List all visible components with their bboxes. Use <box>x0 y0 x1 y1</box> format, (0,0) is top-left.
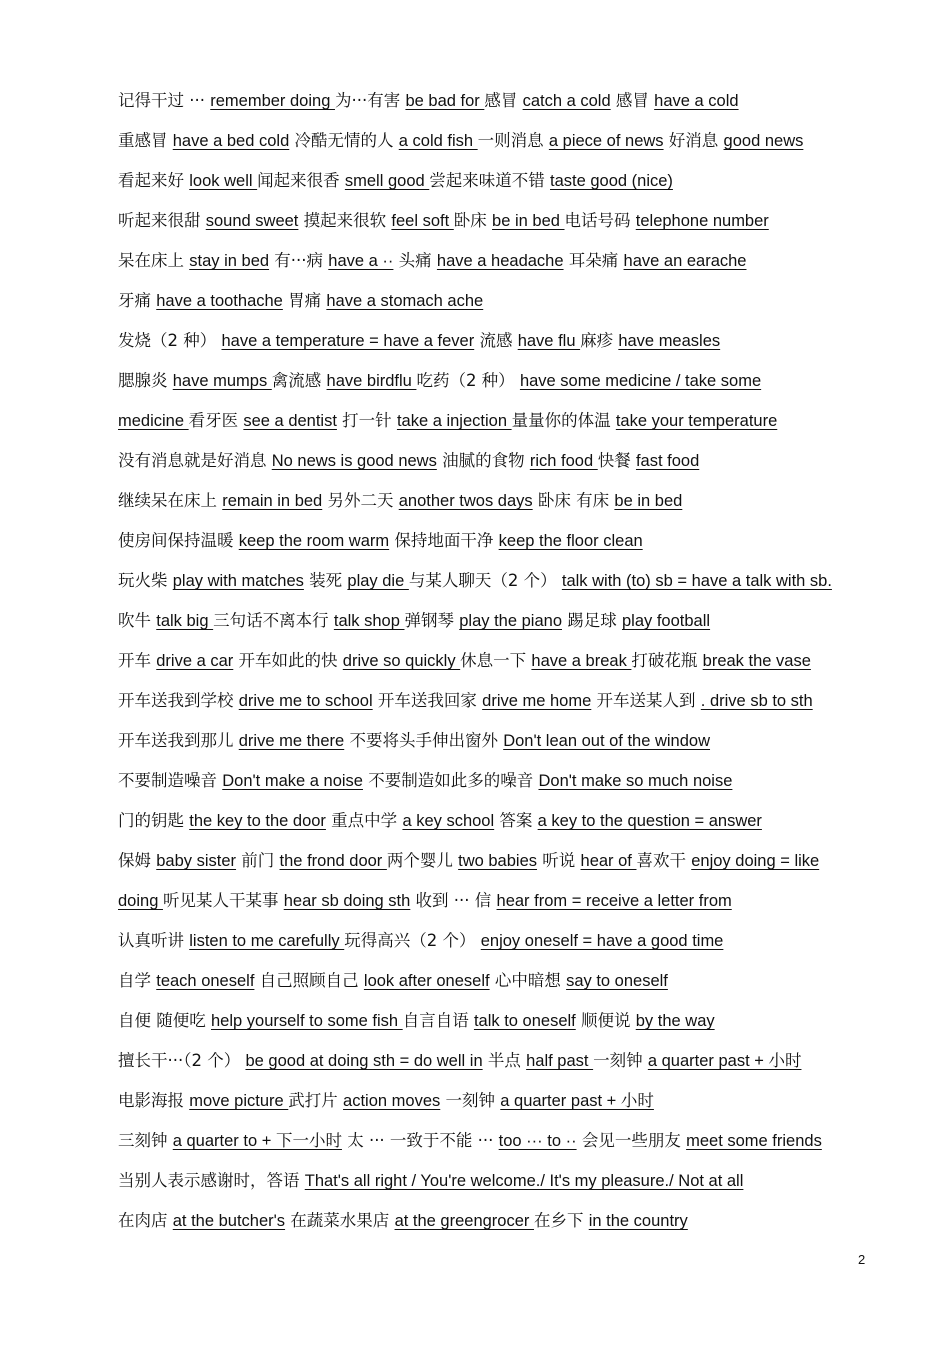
chinese-gloss: 没有消息就是好消息 <box>118 451 272 470</box>
english-phrase: be in bed <box>614 492 683 510</box>
chinese-gloss: 自学 <box>118 971 157 990</box>
chinese-gloss: 听说 <box>537 851 581 870</box>
chinese-gloss: 三句话不离本行 <box>213 611 334 630</box>
chinese-gloss: 半点 <box>482 1051 527 1070</box>
chinese-gloss: 卧床 有床 <box>532 491 615 510</box>
english-phrase: have a bed cold <box>172 132 290 150</box>
chinese-gloss: 耳朵痛 <box>563 251 624 270</box>
chinese-gloss: 好消息 <box>663 131 724 150</box>
chinese-gloss: 一刻钟 <box>440 1091 501 1110</box>
english-phrase: two babies <box>458 852 538 870</box>
english-phrase: another twos days <box>398 492 533 510</box>
vocab-line <box>118 1208 938 1234</box>
english-phrase: have a toothache <box>156 292 283 310</box>
chinese-gloss: 装死 <box>303 571 348 590</box>
vocab-line <box>118 368 938 394</box>
chinese-gloss: 认真听讲 <box>118 931 190 950</box>
english-phrase: have a headache <box>436 252 564 270</box>
english-phrase: have a temperature = have a fever <box>221 332 475 350</box>
chinese-gloss: 保持地面干净 <box>389 531 499 550</box>
chinese-gloss: 胃痛 <box>282 291 327 310</box>
chinese-gloss: 自言自语 <box>402 1011 474 1030</box>
english-phrase: at the butcher's <box>172 1212 286 1230</box>
english-phrase: talk with (to) sb = have a talk with sb. <box>561 572 832 590</box>
chinese-gloss: 不要制造噪音 <box>118 771 223 790</box>
chinese-gloss: 三刻钟 <box>118 1131 173 1150</box>
chinese-gloss: 休息一下 <box>460 651 532 670</box>
english-phrase: have measles <box>618 332 721 350</box>
english-phrase: a key to the question = answer <box>537 812 762 830</box>
chinese-gloss: 两个婴儿 <box>386 851 459 870</box>
english-phrase: drive so quickly <box>342 652 461 670</box>
chinese-gloss: 重感冒 <box>118 131 173 150</box>
vocab-line <box>118 288 938 314</box>
english-phrase: look after oneself <box>363 972 490 990</box>
english-phrase: talk big <box>156 612 214 630</box>
english-phrase: good news <box>723 132 804 150</box>
english-phrase: a cold fish <box>398 132 478 150</box>
english-phrase: play with matches <box>172 572 304 590</box>
chinese-gloss: 玩得高兴（2 个） <box>344 931 481 950</box>
english-phrase: have flu <box>517 332 581 350</box>
chinese-gloss: 为···有害 <box>334 91 406 110</box>
chinese-gloss: 自便 随便吃 <box>118 1011 211 1030</box>
chinese-gloss: 看起来好 <box>118 171 190 190</box>
english-phrase: play football <box>622 612 711 630</box>
chinese-gloss: 顺便说 <box>575 1011 636 1030</box>
english-phrase: be good at doing sth = do well in <box>245 1052 483 1070</box>
vocab-line <box>118 928 938 954</box>
chinese-gloss: 快餐 <box>597 451 636 470</box>
vocab-line <box>118 1008 938 1034</box>
chinese-gloss: 吃药（2 种） <box>416 371 520 390</box>
chinese-gloss: 不要将头手伸出窗外 <box>344 731 504 750</box>
english-phrase: No news is good news <box>271 452 437 470</box>
chinese-gloss: 使房间保持温暖 <box>118 531 239 550</box>
chinese-gloss: 答案 <box>494 811 538 830</box>
english-phrase: by the way <box>635 1012 715 1030</box>
english-phrase: keep the room warm <box>238 532 390 550</box>
chinese-gloss: 看牙医 <box>188 411 244 430</box>
english-phrase: baby sister <box>156 852 237 870</box>
chinese-gloss: 感冒 <box>484 91 523 110</box>
vocab-line <box>118 568 938 594</box>
english-phrase: have a cold <box>654 92 739 110</box>
english-phrase: action moves <box>343 1092 441 1110</box>
english-phrase: Don't make a noise <box>222 772 363 790</box>
english-phrase: the frond door <box>279 852 387 870</box>
english-phrase: have birdflu <box>326 372 417 390</box>
english-phrase: sound sweet <box>205 212 299 230</box>
chinese-gloss: 心中暗想 <box>489 971 567 990</box>
chinese-gloss: 油腻的食物 <box>436 451 530 470</box>
chinese-gloss: 当别人表示感谢时，答语 <box>118 1171 305 1190</box>
english-phrase: smell good <box>344 172 430 190</box>
english-phrase: stay in bed <box>189 252 270 270</box>
english-phrase: break the vase <box>702 652 811 670</box>
vocab-line <box>118 968 938 994</box>
vocab-line <box>118 408 938 434</box>
english-phrase: feel soft <box>391 212 454 230</box>
english-phrase: That's all right / You're welcome./ It's my pleasure./ Not at all <box>304 1172 744 1190</box>
chinese-gloss: 电影海报 <box>118 1091 190 1110</box>
page-number: 2 <box>858 1252 866 1267</box>
english-phrase: move picture <box>189 1092 289 1110</box>
english-phrase: teach oneself <box>156 972 255 990</box>
vocab-line <box>118 1048 938 1074</box>
english-phrase: see a dentist <box>243 412 337 430</box>
english-phrase: doing <box>118 892 163 910</box>
english-phrase: fast food <box>635 452 700 470</box>
english-phrase: rich food <box>529 452 598 470</box>
english-phrase: be in bed <box>492 212 565 230</box>
english-phrase: taste good (nice) <box>550 172 673 190</box>
english-phrase: play die <box>347 572 409 590</box>
vocab-line <box>118 608 938 634</box>
english-phrase: a key school <box>402 812 495 830</box>
chinese-gloss: 禽流感 <box>271 371 327 390</box>
chinese-gloss: 与某人聊天（2 个） <box>408 571 562 590</box>
english-phrase: a quarter to + 下一小时 <box>172 1132 342 1150</box>
chinese-gloss: 重点中学 <box>325 811 403 830</box>
english-phrase: too ··· to ·· <box>498 1132 577 1150</box>
english-phrase: talk shop <box>333 612 405 630</box>
chinese-gloss: 另外二天 <box>322 491 399 510</box>
vocab-line <box>118 448 938 474</box>
english-phrase: at the greengrocer <box>394 1212 534 1230</box>
english-phrase: be bad for <box>405 92 485 110</box>
chinese-gloss: 开车 <box>118 651 157 670</box>
chinese-gloss: 有···病 <box>269 251 329 270</box>
chinese-gloss: 开车如此的快 <box>233 651 343 670</box>
vocab-line <box>118 328 938 354</box>
chinese-gloss: 闻起来很香 <box>257 171 345 190</box>
english-phrase: play the piano <box>459 612 562 630</box>
english-phrase: enjoy doing = like <box>691 852 820 870</box>
chinese-gloss: 卧床 <box>453 211 493 230</box>
english-phrase: enjoy oneself = have a good time <box>480 932 724 950</box>
english-phrase: meet some friends <box>686 1132 822 1150</box>
chinese-gloss: 头痛 <box>393 251 437 270</box>
chinese-gloss: 擅长干···（2 个） <box>118 1051 246 1070</box>
chinese-gloss: 冷酷无情的人 <box>289 131 399 150</box>
english-phrase: drive me home <box>482 692 592 710</box>
english-phrase: hear sb doing sth <box>283 892 411 910</box>
english-phrase: . drive sb to sth <box>700 692 813 710</box>
chinese-gloss: 尝起来味道不错 <box>429 171 551 190</box>
chinese-gloss: 武打片 <box>288 1091 344 1110</box>
chinese-gloss: 会见一些朋友 <box>576 1131 687 1150</box>
english-phrase: telephone number <box>635 212 769 230</box>
english-phrase: half past <box>526 1052 594 1070</box>
english-phrase: have an earache <box>623 252 747 270</box>
english-phrase: have some medicine / take some <box>519 372 762 390</box>
chinese-gloss: 门的钥匙 <box>118 811 190 830</box>
chinese-gloss: 打破花瓶 <box>631 651 703 670</box>
chinese-gloss: 喜欢干 <box>636 851 692 870</box>
vocab-line <box>118 808 938 834</box>
chinese-gloss: 开车送我回家 <box>372 691 483 710</box>
chinese-gloss: 记得干过 ··· <box>118 91 211 110</box>
english-phrase: remain in bed <box>222 492 323 510</box>
chinese-gloss: 麻疹 <box>580 331 619 350</box>
chinese-gloss: 在乡下 <box>533 1211 589 1230</box>
english-phrase: take a injection <box>396 412 512 430</box>
chinese-gloss: 太 ··· 一致于不能 ··· <box>341 1131 499 1150</box>
vocab-line <box>118 648 938 674</box>
english-phrase: keep the floor clean <box>498 532 643 550</box>
chinese-gloss: 开车送我到学校 <box>118 691 239 710</box>
chinese-gloss: 呆在床上 <box>118 251 190 270</box>
english-phrase: Don't lean out of the window <box>503 732 711 750</box>
chinese-gloss: 流感 <box>474 331 518 350</box>
chinese-gloss: 感冒 <box>610 91 655 110</box>
english-phrase: listen to me carefully <box>189 932 345 950</box>
vocab-line <box>118 888 938 914</box>
vocab-line <box>118 688 938 714</box>
vocab-line <box>118 88 938 114</box>
chinese-gloss: 开车送某人到 <box>591 691 701 710</box>
english-phrase: catch a cold <box>522 92 611 110</box>
vocab-line <box>118 168 938 194</box>
vocab-line <box>118 848 938 874</box>
vocab-line <box>118 1088 938 1114</box>
chinese-gloss: 量量你的体温 <box>511 411 616 430</box>
vocab-line <box>118 1128 938 1154</box>
vocab-line <box>118 768 938 794</box>
chinese-gloss: 在蔬菜水果店 <box>285 1211 395 1230</box>
vocab-line <box>118 248 938 274</box>
chinese-gloss: 开车送我到那儿 <box>118 731 239 750</box>
chinese-gloss: 收到 ··· 信 <box>410 891 497 910</box>
chinese-gloss: 打一针 <box>336 411 397 430</box>
english-phrase: hear from = receive a letter from <box>496 892 732 910</box>
vocab-line <box>118 1168 938 1194</box>
vocab-line <box>118 128 938 154</box>
chinese-gloss: 继续呆在床上 <box>118 491 223 510</box>
english-phrase: drive me there <box>238 732 345 750</box>
english-phrase: Don't make so much noise <box>538 772 733 790</box>
chinese-gloss: 吹牛 <box>118 611 157 630</box>
english-phrase: a quarter past + 小时 <box>647 1052 802 1070</box>
english-phrase: medicine <box>118 412 189 430</box>
chinese-gloss: 玩火柴 <box>118 571 173 590</box>
english-phrase: have a break <box>531 652 632 670</box>
english-phrase: a quarter past + 小时 <box>500 1092 654 1110</box>
vocab-line <box>118 488 938 514</box>
vocab-line <box>118 528 938 554</box>
english-phrase: take your temperature <box>615 412 778 430</box>
chinese-gloss: 摸起来很软 <box>298 211 392 230</box>
english-phrase: look well <box>189 172 258 190</box>
chinese-gloss: 听起来很甜 <box>118 211 206 230</box>
english-phrase: say to oneself <box>566 972 668 990</box>
english-phrase: remember doing <box>210 92 335 110</box>
chinese-gloss: 弹钢琴 <box>404 611 460 630</box>
vocab-line <box>118 728 938 754</box>
chinese-gloss: 电话号码 <box>564 211 636 230</box>
english-phrase: have mumps <box>172 372 272 390</box>
english-phrase: have a ·· <box>328 252 394 270</box>
english-phrase: have a stomach ache <box>326 292 484 310</box>
chinese-gloss: 一刻钟 <box>593 1051 648 1070</box>
chinese-gloss: 一则消息 <box>477 131 549 150</box>
chinese-gloss: 听见某人干某事 <box>162 891 284 910</box>
chinese-gloss: 牙痛 <box>118 291 157 310</box>
english-phrase: help yourself to some fish <box>211 1012 403 1030</box>
chinese-gloss: 不要制造如此多的噪音 <box>362 771 539 790</box>
chinese-gloss: 发烧（2 种） <box>118 331 222 350</box>
chinese-gloss: 踢足球 <box>562 611 622 630</box>
english-phrase: drive me to school <box>238 692 373 710</box>
chinese-gloss: 前门 <box>236 851 280 870</box>
vocab-line <box>118 208 938 234</box>
english-phrase: drive a car <box>156 652 234 670</box>
chinese-gloss: 在肉店 <box>118 1211 173 1230</box>
english-phrase: a piece of news <box>548 132 664 150</box>
english-phrase: hear of <box>580 852 637 870</box>
chinese-gloss: 自己照顾自己 <box>254 971 364 990</box>
english-phrase: the key to the door <box>189 812 326 830</box>
chinese-gloss: 保姆 <box>118 851 157 870</box>
english-phrase: talk to oneself <box>473 1012 576 1030</box>
english-phrase: in the country <box>588 1212 688 1230</box>
chinese-gloss: 腮腺炎 <box>118 371 173 390</box>
